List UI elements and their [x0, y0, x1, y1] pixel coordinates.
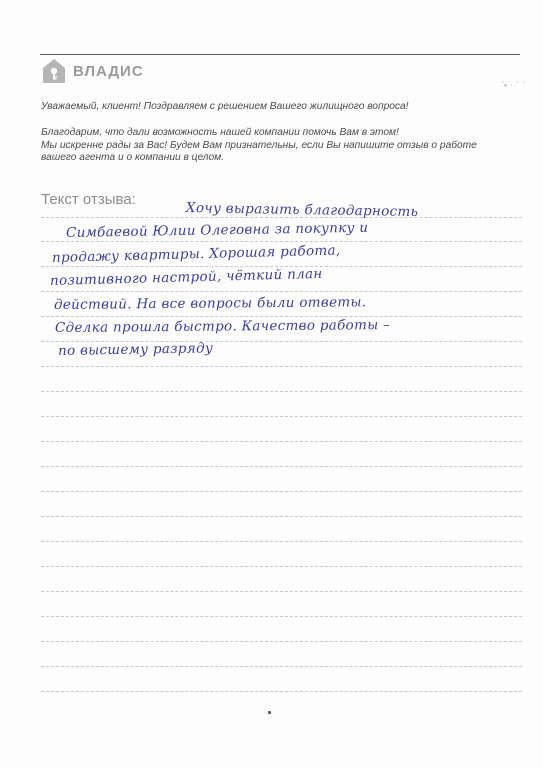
guide-line	[41, 541, 522, 542]
handwritten-line: действий. На все вопросы были ответы.	[53, 294, 367, 313]
top-rule	[40, 54, 520, 55]
guide-line	[41, 366, 522, 367]
thanks-line: Мы искренне рады за Вас! Будем Вам признательны, если Вы напишите отзыв о работе	[41, 139, 477, 151]
guide-line	[41, 391, 522, 392]
review-label: Текст отзыва:	[41, 191, 136, 208]
house-key-icon	[42, 58, 66, 84]
thanks-line: вашего агента и о компании в целом.	[41, 152, 225, 163]
guide-line	[41, 466, 522, 467]
company-logo	[42, 58, 144, 84]
handwritten-line: позитивного настрой, чёткий план	[49, 265, 323, 289]
scan-mark: ﾞ••ﾞ ﾞ	[500, 81, 525, 90]
thanks-paragraph	[41, 127, 511, 165]
guide-line	[41, 416, 522, 417]
brand-name: ВЛАДИС	[73, 62, 144, 80]
guide-line	[41, 516, 522, 517]
guide-line	[41, 641, 522, 642]
guide-line	[41, 691, 522, 692]
guide-line	[41, 291, 522, 292]
guide-line	[41, 616, 522, 617]
handwritten-line: продажу квартиры. Хорошая работа,	[51, 242, 341, 266]
guide-line	[41, 491, 522, 492]
guide-line	[41, 316, 522, 317]
handwritten-line: по высшему разряду	[57, 340, 214, 359]
guide-line	[41, 441, 522, 442]
handwritten-line: Сделка прошла быстро. Качество работы –	[54, 317, 391, 336]
handwritten-line: Хочу выразить благодарность	[185, 200, 419, 221]
guide-line	[41, 566, 522, 567]
handwritten-line: Симбаевой Юлии Олеговна за покупку и	[65, 219, 369, 241]
guide-line	[41, 241, 522, 242]
guide-line	[41, 591, 522, 592]
guide-line	[41, 666, 522, 667]
thanks-line: Благодарим, что дали возможность нашей компании помочь Вам в этом!	[41, 127, 399, 138]
scan-speck	[268, 711, 271, 714]
greeting-text: Уважаемый, клиент! Поздравляем с решением Вашего жилищного вопроса!	[41, 101, 409, 112]
